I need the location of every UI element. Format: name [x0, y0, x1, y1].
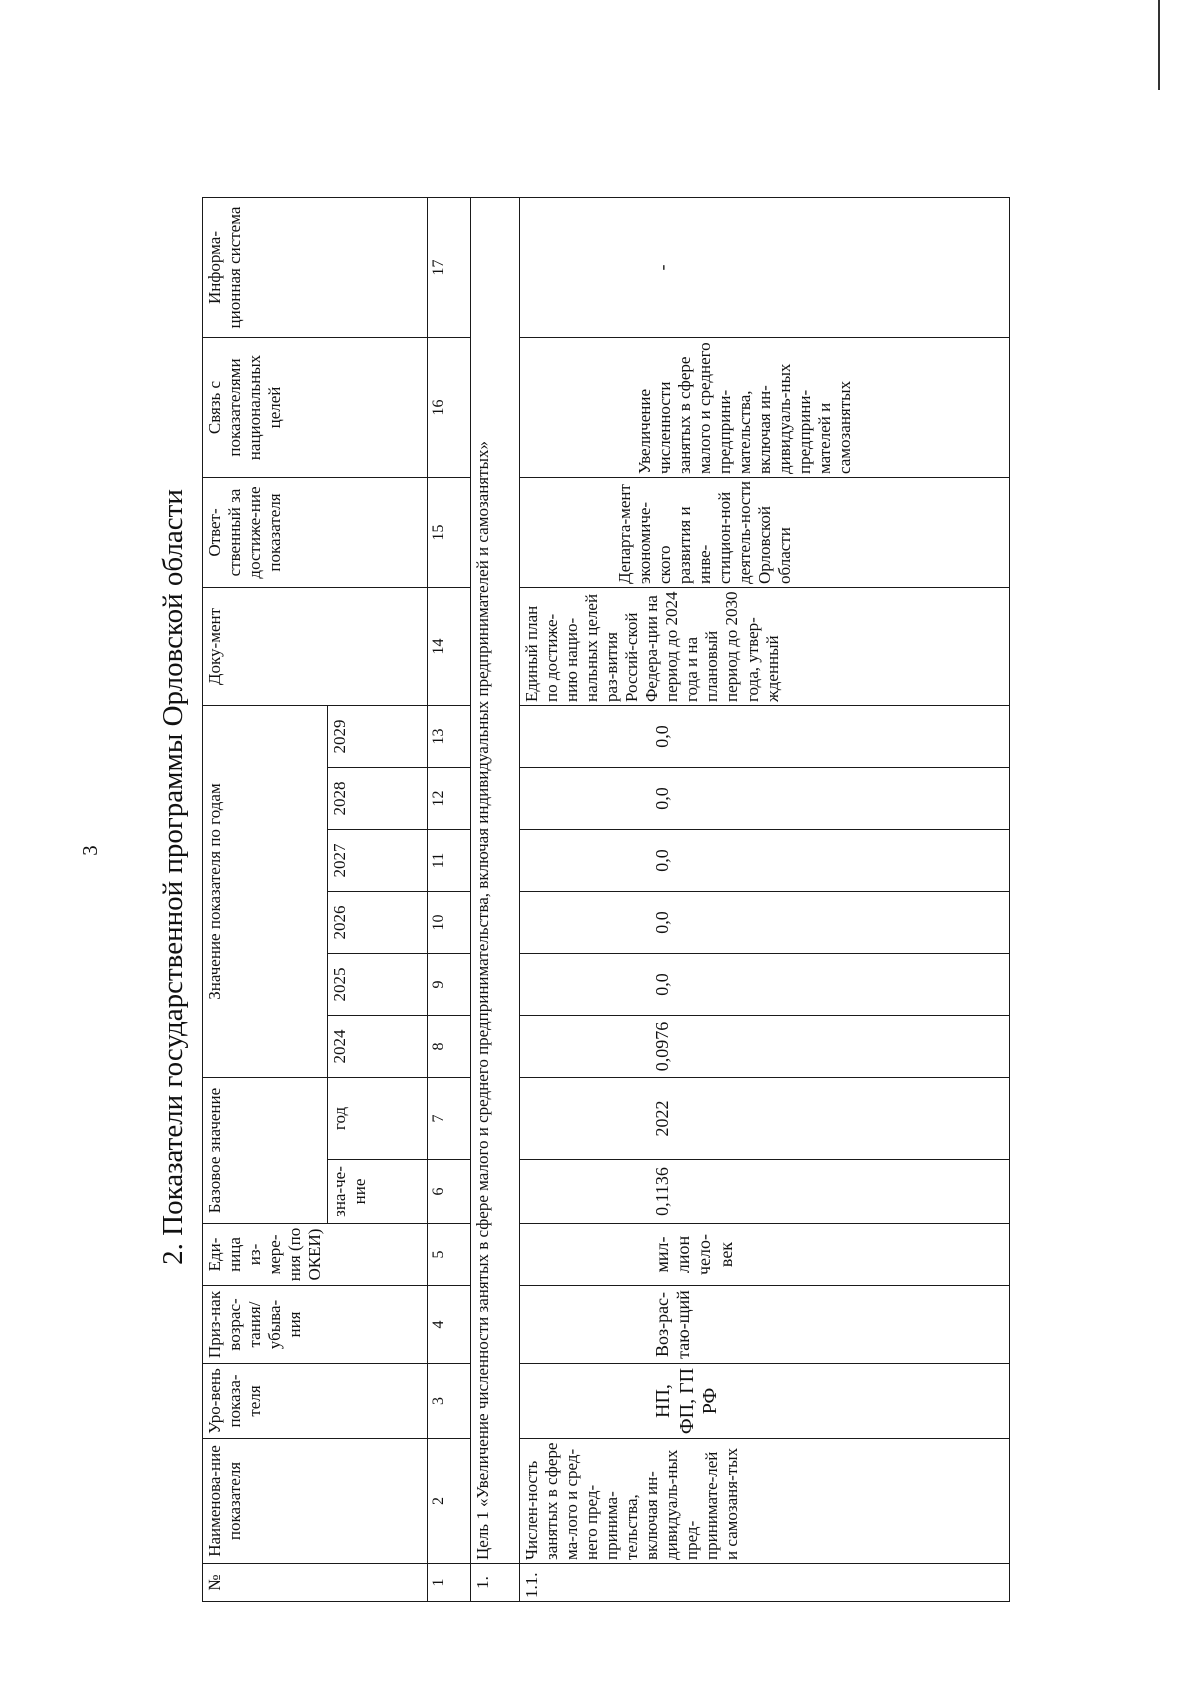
indicator-value: 0,0	[520, 954, 1010, 1016]
indicator-name: Числен-ность занятых в сфере ма-лого и сред-него пред-принима-тельства, включая ин-дивидуаль-ных пред-принимате-лей и самозаня-тых	[520, 1439, 1010, 1564]
header-year: 2029	[328, 706, 428, 768]
indicator-responsible: Департа-мент экономиче-ского развития и инве-стицион-ной деятель-ности Орловской области	[520, 478, 1010, 588]
column-number: 15	[428, 478, 471, 588]
header-base-year: год	[328, 1078, 428, 1160]
header-link: Связь с показателями национальных целей	[203, 338, 428, 478]
indicator-level: НП, ФП, ГП РФ	[520, 1364, 1010, 1439]
margin-scribble	[1158, 0, 1160, 90]
header-name: Наименова-ние показателя	[203, 1439, 428, 1564]
indicator-value: 0,0	[520, 830, 1010, 892]
indicator-sign: Воз-рас-таю-щий	[520, 1286, 1010, 1364]
indicator-num: 1.1.	[520, 1564, 1010, 1602]
column-number: 3	[428, 1364, 471, 1439]
header-base-value: зна-че-ние	[328, 1160, 428, 1224]
column-number: 9	[428, 954, 471, 1016]
section-title: 2. Показатели государственной программы Орловской области	[157, 489, 189, 1265]
column-number: 5	[428, 1224, 471, 1286]
column-number: 13	[428, 706, 471, 768]
indicator-value: 0,0	[520, 706, 1010, 768]
header-year: 2027	[328, 830, 428, 892]
indicator-row	[520, 198, 1010, 1602]
goal-num: 1.	[471, 1564, 520, 1602]
column-number: 4	[428, 1286, 471, 1364]
goal-text: Цель 1 «Увеличение численности занятых в сфере малого и среднего предпринимательства, включая индивидуальных предпринимателей и самозанятых»	[471, 198, 520, 1564]
page-number: 3	[77, 845, 102, 856]
indicator-national-goal-link: Увеличение численности занятых в сфере малого и среднего предприни-мательства, включая ин-дивидуаль-ных предприни-мателей и самозанятых	[520, 338, 1010, 478]
indicators-table	[202, 197, 1010, 1602]
header-responsible: Ответ-ственный за достиже-ние показателя	[203, 478, 428, 588]
header-base: Базовое значение	[203, 1078, 328, 1224]
column-number: 14	[428, 588, 471, 706]
indicator-value: 0,0976	[520, 1016, 1010, 1078]
header-unit: Еди-ница из-мере-ния (по ОКЕИ)	[203, 1224, 428, 1286]
indicator-value: 0,0	[520, 768, 1010, 830]
indicator-base-year: 2022	[520, 1078, 1010, 1160]
goal-row	[471, 198, 520, 1602]
column-number: 11	[428, 830, 471, 892]
column-number: 17	[428, 198, 471, 338]
indicator-infosystem: -	[520, 198, 1010, 338]
header-row-1	[203, 198, 328, 1602]
header-year: 2024	[328, 1016, 428, 1078]
column-number: 12	[428, 768, 471, 830]
header-document: Доку-мент	[203, 588, 428, 706]
rotated-page-content	[148, 102, 1200, 1652]
header-year: 2026	[328, 892, 428, 954]
column-number: 10	[428, 892, 471, 954]
column-number: 7	[428, 1078, 471, 1160]
indicator-value: 0,0	[520, 892, 1010, 954]
column-number: 1	[428, 1564, 471, 1602]
header-infosystem: Информа-ционная система	[203, 198, 428, 338]
indicator-base-value: 0,1136	[520, 1160, 1010, 1224]
header-year: 2025	[328, 954, 428, 1016]
column-number: 6	[428, 1160, 471, 1224]
header-level: Уро-вень показа-теля	[203, 1364, 428, 1439]
indicator-unit: мил-лион чело-век	[520, 1224, 1010, 1286]
column-number-row	[428, 198, 471, 1602]
header-values-by-year: Значение показателя по годам	[203, 706, 328, 1078]
indicator-document: Единый план по достиже-нию нацио-нальных целей раз-вития Россий-ской Федера-ции на период до 2024 года и на плановый период до 2030 года, утвер-жденный	[520, 588, 1010, 706]
header-year: 2028	[328, 768, 428, 830]
column-number: 2	[428, 1439, 471, 1564]
header-sign: Приз-нак возрас-тания/ убыва-ния	[203, 1286, 428, 1364]
header-num: №	[203, 1564, 428, 1602]
column-number: 16	[428, 338, 471, 478]
column-number: 8	[428, 1016, 471, 1078]
